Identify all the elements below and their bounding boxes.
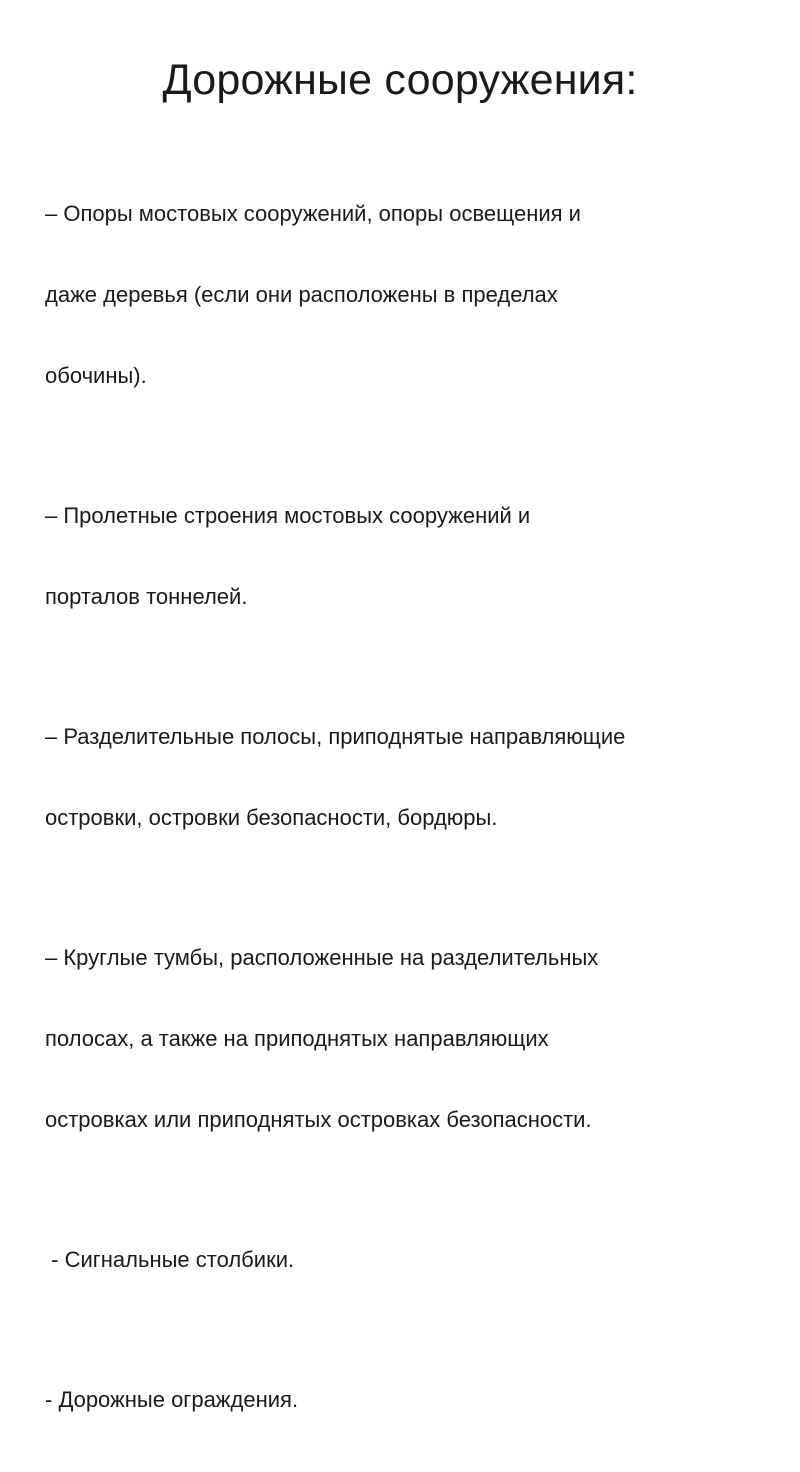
bullet-item — [45, 146, 785, 443]
bullet-line: – Разделительные полосы, приподнятые направляющие — [45, 724, 626, 749]
bullet-line: обочины). — [45, 363, 147, 388]
bullet-line: - Сигнальные столбики. — [45, 1247, 295, 1272]
bullet-line: островки, островки безопасности, бордюры. — [45, 805, 498, 830]
bullet-item — [45, 1192, 785, 1327]
bullet-line: полосах, а также на приподнятых направляющих — [45, 1026, 549, 1051]
bullet-item — [45, 1332, 785, 1467]
bullet-line: даже деревья (если они расположены в пределах — [45, 282, 558, 307]
bullet-line: – Опоры мостовых сооружений, опоры освещения и — [45, 201, 581, 226]
bullet-line: – Круглые тумбы, расположенные на разделительных — [45, 945, 599, 970]
bullet-line: островках или приподнятых островках безопасности. — [45, 1107, 592, 1132]
bullet-item — [45, 890, 785, 1187]
bullet-item — [45, 669, 785, 885]
slide-title: Дорожные сооружения: — [162, 56, 638, 104]
bullet-line: – Пролетные строения мостовых сооружений и — [45, 503, 531, 528]
bullet-line: порталов тоннелей. — [45, 584, 248, 609]
bullet-list — [45, 146, 785, 1472]
bullet-line: - Дорожные ограждения. — [45, 1387, 299, 1412]
bullet-item — [45, 448, 785, 664]
